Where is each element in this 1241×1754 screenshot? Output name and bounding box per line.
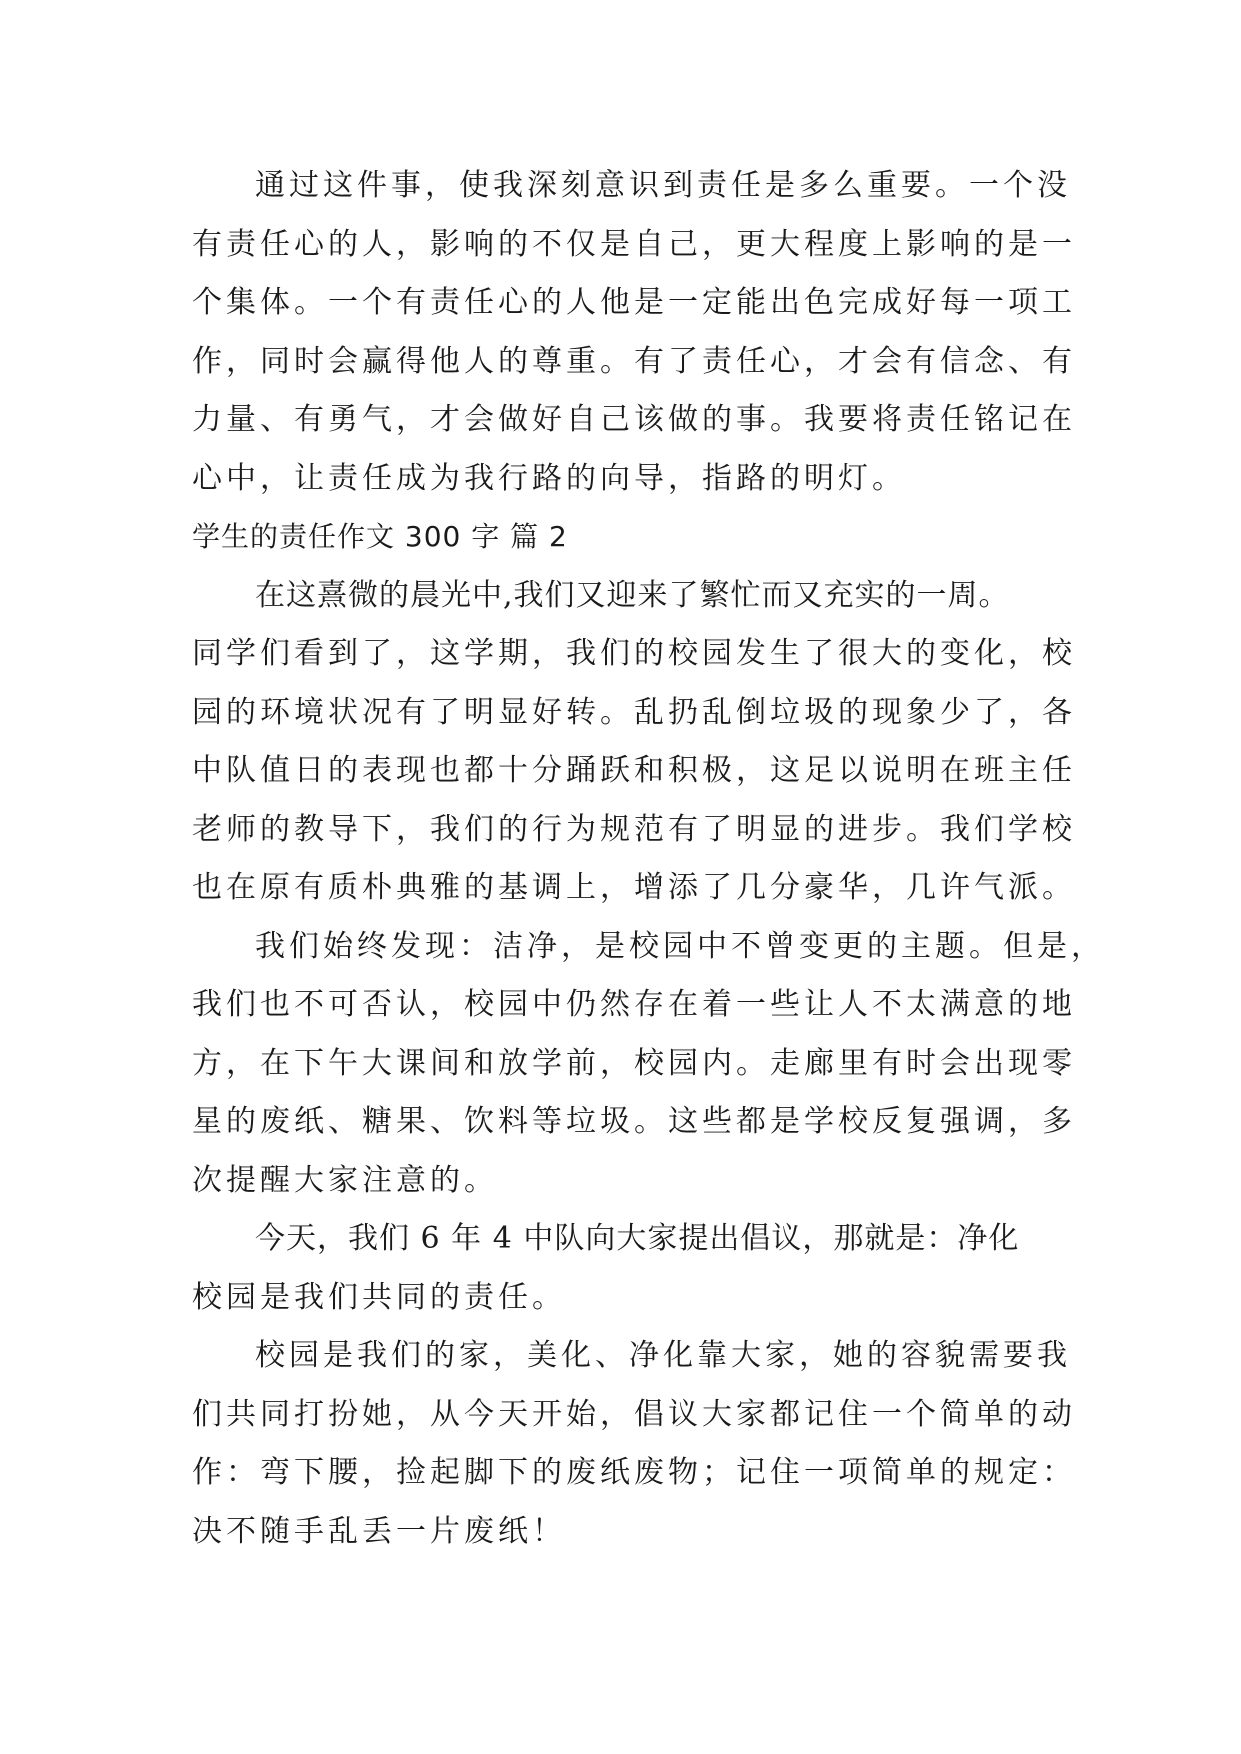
paragraph-line: 在这熹微的晨光中,我们又迎来了繁忙而又充实的一周。: [255, 577, 1010, 613]
paragraph-line: 次提醒大家注意的。: [192, 1162, 498, 1198]
paragraph-4: [192, 1210, 1072, 1327]
paragraph-3: [192, 918, 1105, 1211]
paragraph-line: 个集体。一个有责任心的人他是一定能出色完成好每一项工: [192, 285, 1076, 320]
paragraph-5: [192, 1327, 1076, 1561]
paragraph-line: 也在原有质朴典雅的基调上，增添了几分豪华，几许气派。: [192, 870, 1076, 905]
paragraph-line: 我们始终发现：洁净，是校园中不曾变更的主题。但是，: [255, 928, 1105, 964]
paragraph-1: [192, 157, 1076, 508]
paragraph-line: 们共同打扮她，从今天开始，倡议大家都记住一个简单的动: [192, 1396, 1076, 1432]
paragraph-line: 作，同时会赢得他人的尊重。有了责任心，才会有信念、有: [192, 343, 1076, 379]
paragraph-line: 我们也不可否认，校园中仍然存在着一些让人不太满意的地: [192, 987, 1076, 1022]
paragraph-line: 作：弯下腰，捡起脚下的废纸废物；记住一项简单的规定：: [192, 1455, 1076, 1490]
essay-body: [192, 157, 1105, 1561]
paragraph-line: 老师的教导下，我们的行为规范有了明显的进步。我们学校: [192, 811, 1076, 847]
paragraph-line: 中队值日的表现也都十分踊跃和积极，这足以说明在班主任: [192, 753, 1076, 788]
paragraph-line: 决不随手乱丢一片废纸！: [192, 1513, 566, 1549]
paragraph-line: 通过这件事，使我深刻意识到责任是多么重要。一个没: [255, 168, 1071, 203]
paragraph-line: 校园是我们的家，美化、净化靠大家，她的容貌需要我: [255, 1338, 1071, 1373]
paragraph-line: 方，在下午大课间和放学前，校园内。走廊里有时会出现零: [192, 1045, 1076, 1081]
paragraph-line: 力量、有勇气，才会做好自己该做的事。我要将责任铭记在: [192, 402, 1076, 437]
paragraph-line: 园的环境状况有了明显好转。乱扔乱倒垃圾的现象少了，各: [192, 694, 1076, 730]
paragraph-line: 校园是我们共同的责任。: [192, 1279, 566, 1315]
paragraph-line: 同学们看到了，这学期，我们的校园发生了很大的变化，校: [192, 636, 1076, 671]
paragraph-line: 今天，我们 6 年 4 中队向大家提出倡议，那就是：净化: [255, 1221, 1020, 1256]
paragraph-line: 心中，让责任成为我行路的向导，指路的明灯。: [192, 460, 906, 496]
section-heading: 学生的责任作文 300 字 篇 2: [192, 520, 568, 553]
paragraph-line: 有责任心的人，影响的不仅是自己，更大程度上影响的是一: [192, 226, 1076, 262]
paragraph-2: [192, 567, 1076, 918]
paragraph-line: 星的废纸、糖果、饮料等垃圾。这些都是学校反复强调，多: [192, 1104, 1076, 1139]
